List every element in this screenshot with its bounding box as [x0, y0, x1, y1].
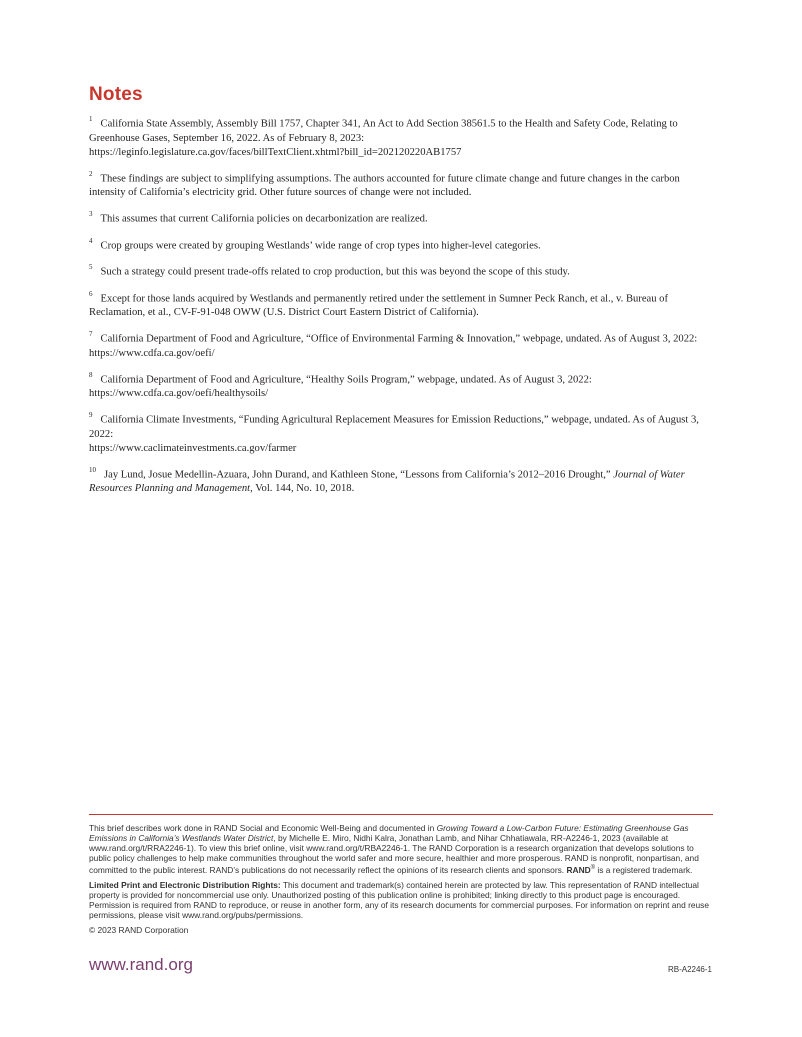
about-paragraph	[89, 823, 715, 875]
note-link[interactable]: https://leginfo.legislature.ca.gov/faces/billTextClient.xhtml?bill_id=202120220AB1757	[89, 146, 462, 158]
note-text: These findings are subject to simplifying assumptions. The authors accounted for future climate change and future changes in the carbon intensity of California’s electricity grid. Other future sources of change were not included.	[89, 173, 680, 199]
note-number: 9	[89, 411, 93, 420]
note-text: California Department of Food and Agriculture, “Healthy Soils Program,” webpage, undated. As of August 3, 2022:	[100, 374, 592, 386]
note-1	[89, 113, 715, 160]
note-text: Such a strategy could present trade-offs related to crop production, but this was beyond the scope of this study.	[100, 266, 570, 278]
note-number: 6	[89, 289, 93, 298]
about-text-3: is a registered trademark.	[595, 864, 693, 875]
notes-list	[89, 113, 715, 504]
note-text: California Climate Investments, “Funding Agricultural Replacement Measures for Emission Reductions,” webpage, undated. As of August 3, 2022:	[89, 414, 699, 440]
registered-mark: ®	[590, 865, 596, 871]
note-3	[89, 208, 715, 227]
note-text: California Department of Food and Agriculture, “Office of Environmental Farming & Innovation,” webpage, undated. As of August 3, 2022:	[100, 333, 698, 345]
note-text: Jay Lund, Josue Medellin-Azuara, John Durand, and Kathleen Stone, “Lessons from California’s 2012–2016 Drought,”	[104, 469, 611, 481]
notes-heading: Notes	[89, 84, 143, 105]
about-text: This brief describes work done in RAND Social and Economic Well-Being and documented in	[89, 823, 437, 833]
note-text: California State Assembly, Assembly Bill 1757, Chapter 341, An Act to Add Section 38561.5 to the Health and Safety Code, Relating to Greenhouse Gases, September 16, 2022. As of February 8, 2023:	[89, 118, 678, 144]
document-id: RB-A2246-1	[667, 965, 712, 974]
note-7	[89, 328, 715, 361]
note-number: 10	[89, 465, 96, 474]
rand-mark: RAND	[566, 864, 591, 875]
note-text: Crop groups were created by grouping Westlands’ wide range of crop types into higher-level categories.	[100, 240, 541, 252]
note-4	[89, 235, 715, 254]
note-link[interactable]: https://www.caclimateinvestments.ca.gov/farmer	[89, 442, 297, 454]
note-2	[89, 168, 715, 201]
note-link[interactable]: https://www.cdfa.ca.gov/oefi/	[89, 347, 215, 359]
note-tail: , Vol. 144, No. 10, 2018.	[250, 483, 355, 495]
about-text-2: , by Michelle E. Miro, Nidhi Kalra, Jonathan Lamb, and Nihar Chhatiawala, RR-A2246-1, 2023 (available at www.rand.org/t/RRA2246-1). To view this brief online, visit www.rand.org/t/RBA2246-1. The RAND Corporation is a research organization that develops solutions to public policy challenges to help make communities throughout the world safer and more secure, healthier and more prosperous. RAND is nonprofit, nonpartisan, and committed to the public interest. RAND’s publications do not necessarily reflect the opinions of its research clients and sponsors.	[89, 833, 699, 875]
rights-text: This document and trademark(s) contained herein are protected by law. This representation of RAND intellectual property is provided for noncommercial use only. Unauthorized posting of this publication online is prohibited; linking directly to this product page is encouraged. Permission is required from RAND to reproduce, or reuse in another form, any of its research documents for commercial purposes. For information on reprint and reuse permissions, please visit www.rand.org/pubs/permissions.	[89, 879, 710, 920]
note-text: Except for those lands acquired by Westlands and permanently retired under the settlement in Sumner Peck Ranch, et al., v. Bureau of Reclamation, et al., CV-F-91-048 OWW (U.S. District Court Eastern District of California).	[89, 293, 669, 319]
note-number: 3	[89, 210, 93, 219]
note-9	[89, 409, 715, 456]
note-number: 7	[89, 330, 93, 339]
note-number: 5	[89, 263, 93, 272]
note-number: 1	[89, 115, 93, 123]
report-title: Growing Toward a Low-Carbon Future: Estimating Greenhouse Gas Emissions in California’s Westlands Water District	[89, 823, 689, 843]
note-8	[89, 369, 715, 402]
note-10	[89, 464, 715, 497]
note-text: This assumes that current California policies on decarbonization are realized.	[100, 213, 428, 225]
about-block	[89, 823, 715, 940]
note-number: 4	[89, 236, 93, 245]
rights-label: Limited Print and Electronic Distribution Rights:	[89, 879, 281, 890]
rand-website-link[interactable]: www.rand.org	[89, 955, 193, 974]
rights-paragraph	[89, 880, 715, 920]
note-link[interactable]: https://www.cdfa.ca.gov/oefi/healthysoils/	[89, 388, 269, 400]
copyright: © 2023 RAND Corporation	[89, 924, 189, 935]
footer-divider	[89, 814, 713, 815]
note-5	[89, 261, 715, 280]
note-number: 2	[89, 169, 93, 178]
note-6	[89, 288, 715, 321]
journal-title: Journal of Water Resources Planning and Management	[89, 469, 685, 495]
note-number: 8	[89, 370, 93, 379]
